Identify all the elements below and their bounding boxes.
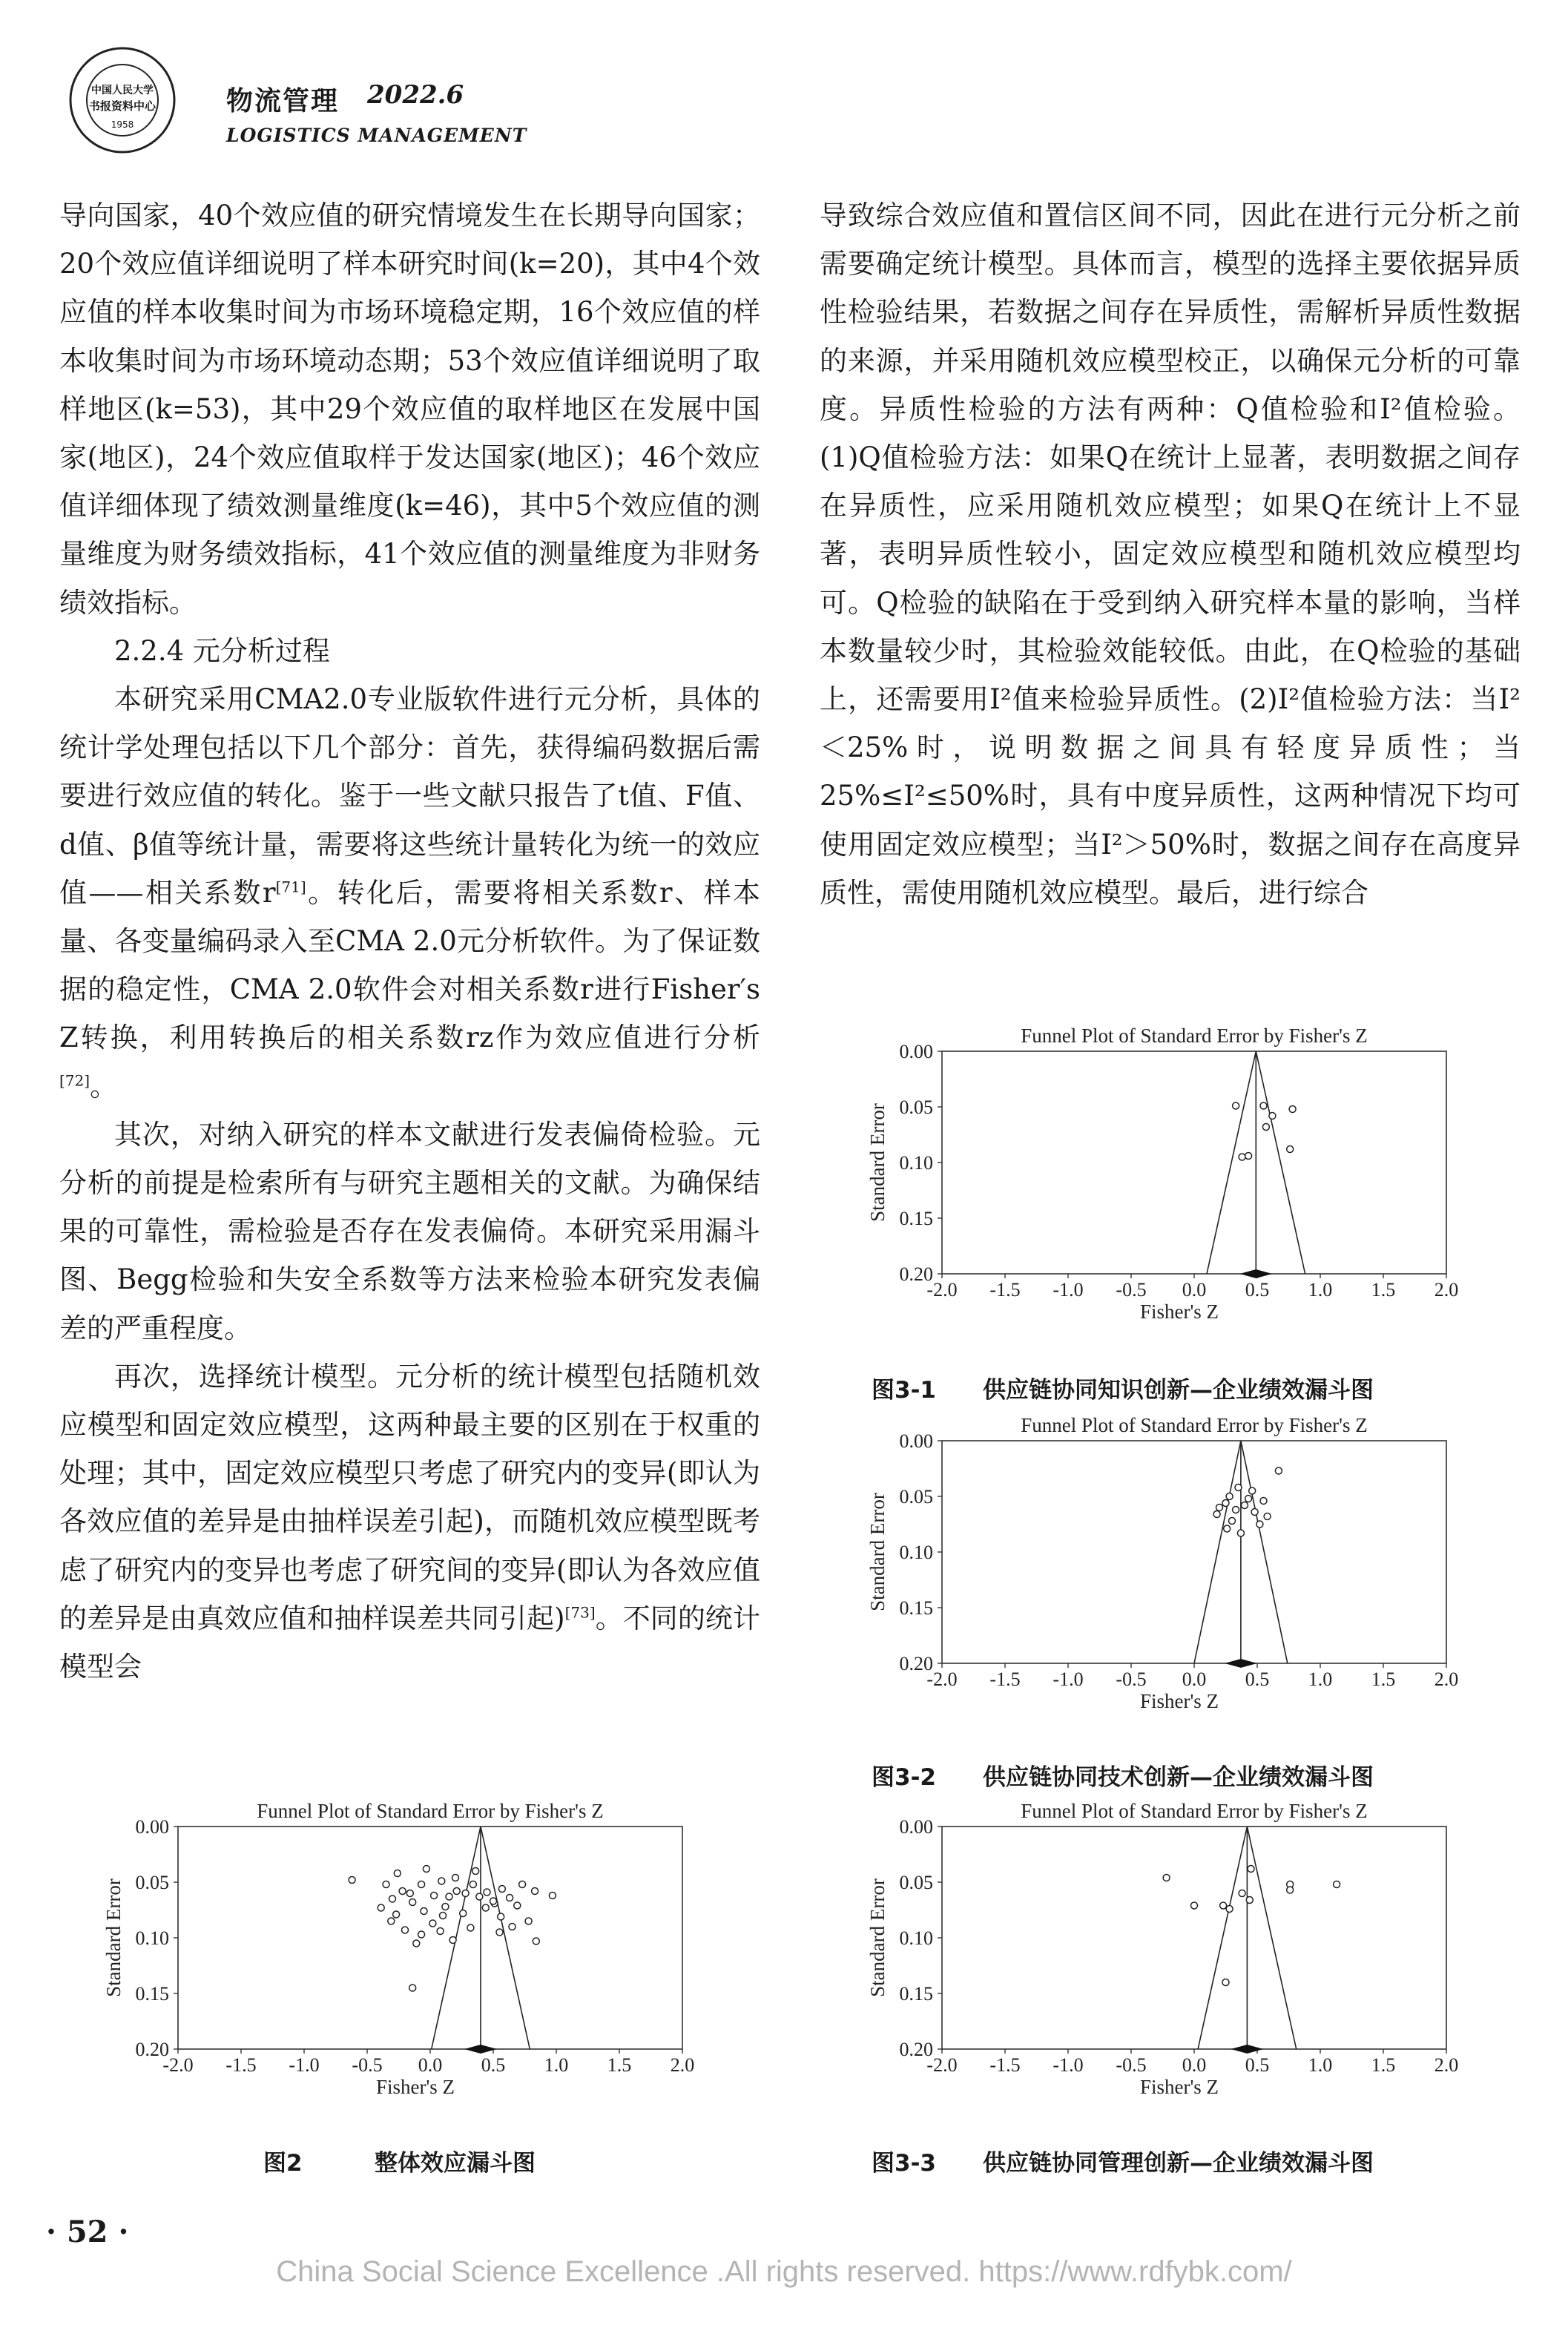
study-point xyxy=(442,1904,449,1910)
y-tick-label: 0.00 xyxy=(899,1430,933,1452)
funnel-plot-overall xyxy=(89,1795,712,2107)
funnel-left-line xyxy=(1198,1827,1247,2049)
x-tick-label: -2.0 xyxy=(162,2054,194,2076)
citation: [71] xyxy=(275,878,306,896)
study-point xyxy=(393,1911,400,1918)
plot-frame xyxy=(178,1827,682,2049)
study-point xyxy=(431,1893,438,1899)
chart-title: Funnel Plot of Standard Error by Fisher's Z xyxy=(1021,1414,1368,1436)
study-point xyxy=(399,1888,406,1895)
study-point xyxy=(533,1938,539,1944)
x-tick-label: 0.5 xyxy=(1245,1279,1270,1301)
funnel-right-line xyxy=(1256,1051,1305,1274)
combined-effect-diamond xyxy=(1239,1269,1272,1278)
study-point xyxy=(482,1904,489,1911)
paragraph: 本研究采用CMA2.0专业版软件进行元分析，具体的统计学处理包括以下几个部分：首先，获得编码数据后需要进行效应值的转化。鉴于一些文献只报告了t值、F值、d值、β值等统计量，需要将这些统计量转化为统一的效应值——相关系数r[71]。转化后，需要将相关系数r、样本量、各变量编码录入至CMA 2.0元分析软件。为了保证数据的稳定性，CMA 2.0软件会对相关系数r进行Fisher′s Z转换，利用转换后的相关系数rz作为效应值进行分析[72]。 xyxy=(59,683,761,1102)
study-point xyxy=(1275,1467,1282,1474)
funnel-plot-svg xyxy=(853,1795,1476,2107)
y-tick-label: 0.00 xyxy=(135,1816,169,1838)
logo-line-1: 中国人民大学 xyxy=(91,85,154,96)
study-point xyxy=(452,1875,459,1881)
journal-header xyxy=(67,37,527,156)
study-point xyxy=(509,1924,515,1930)
citation: [72] xyxy=(59,1071,90,1090)
y-tick-label: 0.00 xyxy=(899,1041,933,1062)
x-tick-label: 0.5 xyxy=(1245,2054,1270,2076)
chart-title: Funnel Plot of Standard Error by Fisher's Z xyxy=(1021,1800,1368,1822)
x-tick-label: -1.5 xyxy=(225,2054,257,2076)
study-point xyxy=(476,1893,483,1900)
study-point xyxy=(1226,1493,1233,1500)
study-point xyxy=(1256,1521,1263,1528)
y-tick-label: 0.15 xyxy=(135,1983,169,2005)
study-point xyxy=(1235,1485,1242,1491)
study-point xyxy=(1233,1102,1239,1109)
x-axis-label: Fisher's Z xyxy=(1139,1301,1219,1323)
study-point xyxy=(389,1896,396,1902)
x-tick-label: 2.0 xyxy=(1434,1279,1459,1301)
paragraph: 其次，对纳入研究的样本文献进行发表偏倚检验。元分析的前提是检索所有与研究主题相关的文献。为确保结果的可靠性，需检验是否存在发表偏倚。本研究采用漏斗图、Begg检验和失安全系数等方法来检验本研究发表偏差的严重程度。 xyxy=(59,1118,760,1344)
x-tick-label: 1.0 xyxy=(1308,1279,1333,1301)
left-text-column xyxy=(59,191,760,1691)
combined-effect-diamond xyxy=(1231,2045,1263,2054)
study-point xyxy=(1248,1866,1254,1873)
study-point xyxy=(1251,1509,1258,1516)
funnel-plot-knowledge xyxy=(853,1020,1476,1332)
y-tick-label: 0.05 xyxy=(899,1872,933,1893)
study-point xyxy=(409,1985,416,1991)
logo-line-2: 书报资料中心 xyxy=(88,99,157,113)
funnel-right-line xyxy=(1247,1827,1296,2049)
x-tick-label: 1.0 xyxy=(544,2054,569,2076)
y-tick-label: 0.10 xyxy=(899,1927,933,1949)
y-axis-label: Standard Error xyxy=(102,1878,125,1997)
funnel-plot-svg xyxy=(89,1795,712,2107)
study-point xyxy=(472,1868,479,1875)
study-point xyxy=(423,1866,429,1873)
study-point xyxy=(462,1890,469,1897)
study-point xyxy=(519,1881,526,1888)
study-point xyxy=(1260,1498,1267,1505)
study-point xyxy=(1246,1897,1253,1904)
plot-frame xyxy=(942,1051,1446,1274)
x-tick-label: -0.5 xyxy=(1116,1279,1147,1301)
study-point xyxy=(1264,1513,1271,1520)
study-point xyxy=(1237,1530,1244,1536)
study-point xyxy=(1245,1496,1252,1502)
section-heading: 2.2.4 元分析过程 xyxy=(114,634,330,667)
paragraph: 导向国家，40个效应值的研究情境发生在长期导向国家；20个效应值详细说明了样本研究时间(k=20)，其中4个效应值的样本收集时间为市场环境稳定期，16个效应值的样本收集时间为市场环境动态期；53个效应值详细说明了取样地区(k=53)，其中29个效应值的取样地区在发展中国家(地区)，24个效应值取样于发达国家(地区)；46个效应值详细体现了绩效测量维度(k=46)，其中5个效应值的测量维度为财务绩效指标，41个效应值的测量维度为非财务绩效指标。 xyxy=(59,200,760,619)
x-tick-label: 0.0 xyxy=(418,2054,443,2076)
funnel-plot-svg xyxy=(853,1020,1476,1332)
study-point xyxy=(378,1904,384,1911)
study-point xyxy=(470,1881,476,1888)
paragraph: 再次，选择统计模型。元分析的统计模型包括随机效应模型和固定效应模型，这两种最主要的区别在于权重的处理；其中，固定效应模型只考虑了研究内的变异(即认为各效应值的差异是由抽样误差引起)，而随机效应模型既考虑了研究内的变异也考虑了研究间的变异(即认为各效应值的差异是由真效应值和抽样误差共同引起)[73]。不同的统计模型会 xyxy=(59,1360,760,1683)
x-tick-label: -1.0 xyxy=(1053,1668,1084,1690)
study-point xyxy=(1245,1153,1252,1160)
figure-caption: 图2 整体效应漏斗图 xyxy=(263,2150,536,2177)
plot-frame xyxy=(942,1441,1446,1663)
x-tick-label: 1.5 xyxy=(1371,1279,1396,1301)
study-point xyxy=(1334,1881,1340,1888)
study-point xyxy=(1239,1154,1245,1160)
study-point xyxy=(1233,1507,1239,1513)
study-point xyxy=(1216,1505,1223,1511)
logo-year: 1958 xyxy=(111,119,134,130)
study-point xyxy=(1213,1511,1220,1518)
study-point xyxy=(1289,1106,1296,1113)
study-point xyxy=(418,1931,425,1938)
study-point xyxy=(437,1928,444,1935)
y-tick-label: 0.10 xyxy=(135,1927,169,1949)
study-point xyxy=(1260,1102,1267,1109)
y-tick-label: 0.05 xyxy=(899,1097,933,1118)
study-point xyxy=(413,1940,420,1947)
x-tick-label: 0.5 xyxy=(481,2054,506,2076)
study-point xyxy=(498,1886,505,1893)
study-point xyxy=(1163,1875,1170,1881)
combined-effect-diamond xyxy=(464,2045,497,2054)
study-point xyxy=(532,1888,538,1895)
y-tick-label: 0.20 xyxy=(899,2039,933,2060)
x-tick-label: -1.0 xyxy=(289,2054,320,2076)
study-point xyxy=(453,1888,460,1895)
study-point xyxy=(446,1893,452,1900)
study-point xyxy=(1287,1146,1294,1153)
study-point xyxy=(1222,1979,1229,1986)
study-point xyxy=(549,1893,556,1899)
y-tick-label: 0.15 xyxy=(899,1597,933,1619)
y-axis-label: Standard Error xyxy=(866,1493,889,1611)
x-tick-label: -0.5 xyxy=(1116,2054,1147,2076)
x-axis-label: Fisher's Z xyxy=(1139,1690,1219,1712)
funnel-right-line xyxy=(481,1827,530,2049)
study-point xyxy=(349,1877,355,1884)
y-tick-label: 0.05 xyxy=(135,1872,169,1893)
chart-title: Funnel Plot of Standard Error by Fisher's Z xyxy=(1021,1025,1368,1047)
y-tick-label: 0.15 xyxy=(899,1983,933,2005)
study-point xyxy=(383,1881,389,1888)
study-point xyxy=(421,1908,427,1915)
x-tick-label: 1.5 xyxy=(1371,2054,1396,2076)
study-point xyxy=(1249,1487,1256,1494)
study-point xyxy=(1262,1124,1269,1131)
study-point xyxy=(388,1918,395,1924)
y-tick-label: 0.05 xyxy=(899,1486,933,1508)
watermark: China Social Science Excellence .All rights reserved. https://www.rdfybk.com/ xyxy=(276,2255,1292,2288)
study-point xyxy=(525,1918,532,1924)
y-tick-label: 0.20 xyxy=(135,2039,169,2060)
y-axis-label: Standard Error xyxy=(866,1878,889,1997)
x-tick-label: 1.5 xyxy=(1371,1668,1396,1690)
x-tick-label: 2.0 xyxy=(1434,1668,1459,1690)
study-point xyxy=(1191,1902,1198,1909)
study-point xyxy=(507,1895,513,1901)
x-tick-label: 0.5 xyxy=(1245,1668,1270,1690)
institution-logo xyxy=(67,45,178,156)
study-point xyxy=(402,1927,409,1933)
study-point xyxy=(1269,1113,1276,1120)
x-tick-label: -2.0 xyxy=(926,1279,958,1301)
plot-frame xyxy=(942,1827,1446,2049)
right-text-column xyxy=(820,191,1521,917)
x-tick-label: 0.0 xyxy=(1182,1668,1207,1690)
study-point xyxy=(1242,1502,1248,1509)
x-tick-label: 0.0 xyxy=(1182,2054,1207,2076)
x-tick-label: -2.0 xyxy=(926,2054,958,2076)
study-point xyxy=(438,1878,445,1884)
x-tick-label: 2.0 xyxy=(1434,2054,1459,2076)
study-point xyxy=(440,1913,447,1919)
funnel-plot-technology xyxy=(853,1410,1476,1721)
study-point xyxy=(496,1929,503,1936)
x-tick-label: 1.0 xyxy=(1308,2054,1333,2076)
funnel-plot-svg xyxy=(853,1410,1476,1721)
study-point xyxy=(449,1937,456,1944)
study-point xyxy=(467,1924,474,1931)
x-axis-label: Fisher's Z xyxy=(375,2076,455,2098)
y-tick-label: 0.20 xyxy=(899,1653,933,1674)
study-point xyxy=(1229,1518,1236,1525)
x-tick-label: -2.0 xyxy=(926,1668,958,1690)
study-point xyxy=(1287,1887,1294,1893)
x-tick-label: 1.5 xyxy=(607,2054,632,2076)
x-tick-label: -1.5 xyxy=(989,1668,1021,1690)
x-axis-label: Fisher's Z xyxy=(1139,2076,1219,2098)
y-tick-label: 0.10 xyxy=(899,1152,933,1174)
journal-issue: 2022.6 xyxy=(367,80,464,110)
y-tick-label: 0.15 xyxy=(899,1208,933,1229)
study-point xyxy=(498,1913,504,1920)
figure-caption: 图3-2 供应链协同技术创新—企业绩效漏斗图 xyxy=(872,1764,1374,1791)
study-point xyxy=(1222,1500,1229,1507)
x-tick-label: -1.0 xyxy=(1053,2054,1084,2076)
journal-title-en: LOGISTICS MANAGEMENT xyxy=(226,125,527,146)
funnel-left-line xyxy=(1194,1441,1241,1663)
x-tick-label: 2.0 xyxy=(670,2054,695,2076)
study-point xyxy=(1224,1525,1231,1532)
chart-title: Funnel Plot of Standard Error by Fisher's Z xyxy=(257,1800,604,1822)
funnel-plot-management xyxy=(853,1795,1476,2107)
study-point xyxy=(484,1889,490,1896)
y-tick-label: 0.10 xyxy=(899,1542,933,1563)
study-point xyxy=(460,1910,467,1917)
y-tick-label: 0.00 xyxy=(899,1816,933,1838)
x-tick-label: -1.5 xyxy=(989,2054,1021,2076)
study-point xyxy=(514,1902,521,1909)
paragraph: 导致综合效应值和置信区间不同，因此在进行元分析之前需要确定统计模型。具体而言，模型的选择主要依据异质性检验结果，若数据之间存在异质性，需解析异质性数据的来源，并采用随机效应模型校正，以确保元分析的可靠度。异质性检验的方法有两种：Q值检验和I²值检验。(1)Q值检验方法：如果Q在统计上显著，表明数据之间存在异质性，应采用随机效应模型；如果Q在统计上不显著，表明异质性较小，固定效应模型和随机效应模型均可。Q检验的缺陷在于受到纳入研究样本量的影响，当样本数量较少时，其检验效能较低。由此，在Q检验的基础上，还需要用I²值来检验异质性。(2)I²值检验方法：当I²＜25%时，说明数据之间具有轻度异质性；当25%≤I²≤50%时，具有中度异质性，这两种情况下均可使用固定效应模型；当I²＞50%时，数据之间存在高度异质性，需使用随机效应模型。最后，进行综合 xyxy=(820,200,1521,909)
y-axis-label: Standard Error xyxy=(866,1103,889,1222)
funnel-left-line xyxy=(1207,1051,1256,1274)
page-number: · 52 · xyxy=(46,2215,129,2249)
study-point xyxy=(394,1870,401,1877)
x-tick-label: -0.5 xyxy=(352,2054,383,2076)
figure-caption: 图3-1 供应链协同知识创新—企业绩效漏斗图 xyxy=(872,1377,1374,1404)
study-point xyxy=(1239,1890,1245,1897)
x-tick-label: -0.5 xyxy=(1116,1668,1147,1690)
study-point xyxy=(429,1920,436,1927)
figure-caption: 图3-3 供应链协同管理创新—企业绩效漏斗图 xyxy=(872,2150,1374,2177)
journal-title-cn: 物流管理 xyxy=(226,85,340,116)
x-tick-label: 1.0 xyxy=(1308,1668,1333,1690)
x-tick-label: -1.5 xyxy=(989,1279,1021,1301)
combined-effect-diamond xyxy=(1225,1659,1257,1668)
study-point xyxy=(406,1890,413,1897)
study-point xyxy=(1220,1902,1227,1909)
y-tick-label: 0.20 xyxy=(899,1263,933,1285)
study-point xyxy=(1226,1906,1233,1913)
x-tick-label: -1.0 xyxy=(1053,1279,1084,1301)
study-point xyxy=(418,1881,425,1888)
study-point xyxy=(490,1898,497,1904)
x-tick-label: 0.0 xyxy=(1182,1279,1207,1301)
citation: [73] xyxy=(564,1603,596,1622)
study-point xyxy=(409,1899,416,1906)
